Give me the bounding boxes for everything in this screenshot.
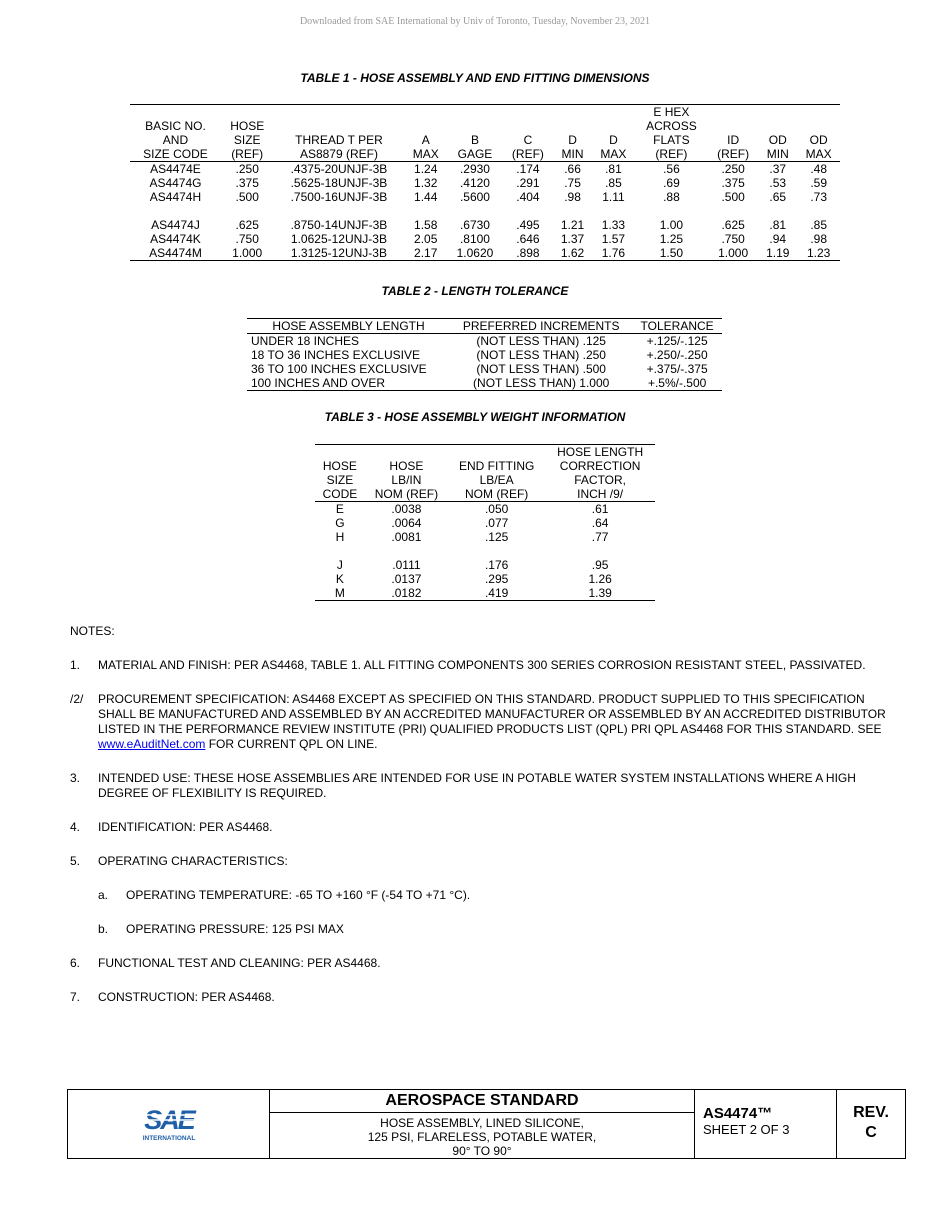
note-5b xyxy=(98,922,890,937)
table1-header-cell xyxy=(592,105,635,162)
logo-cell xyxy=(68,1090,270,1158)
table-cell: 1.000 xyxy=(221,246,274,261)
table-cell: .077 xyxy=(484,516,509,530)
table-cell: 1.00 xyxy=(659,218,684,232)
table-row xyxy=(315,502,655,517)
table-cell: .375 xyxy=(235,176,259,190)
header-line: C xyxy=(523,133,533,147)
table-cell: .64 xyxy=(591,516,609,530)
header-line: AS8879 (REF) xyxy=(299,147,378,161)
table-cell: .291 xyxy=(516,176,540,190)
table-cell: .0081 xyxy=(391,530,422,544)
notes-heading: NOTES: xyxy=(70,624,115,638)
note-7 xyxy=(70,990,890,1005)
table-row xyxy=(315,530,655,544)
table-row xyxy=(130,190,840,204)
table-cell: 1.24 xyxy=(414,162,438,176)
table-cell: 1.62 xyxy=(553,246,592,261)
note-text-part: PROCUREMENT SPECIFICATION: AS4468 EXCEPT AS SPECIFIED ON THIS STANDARD. PRODUCT SUPPLIED TO THIS SPECIFICATION SHALL BE MANUFACTURED AND ASSEMBLED BY AN ACCREDITED MANUFACTURER OR ASSEMBLED BY AN ACCREDITED DISTRIBUTOR LISTED IN THE PERFORMANCE REVIEW INSTITUTE (PRI) QUALIFIED PRODUCTS LIST (QPL) PRI QPL AS4468 FOR THIS STANDARD. SEE xyxy=(98,692,886,736)
note-number: a. xyxy=(98,888,109,902)
header-line: AND xyxy=(162,133,189,147)
table-cell: J xyxy=(336,558,343,572)
table-cell: AS4474E xyxy=(150,162,201,176)
table2-header-row xyxy=(247,319,722,334)
header-line: FLATS xyxy=(653,133,690,147)
table3-header-cell xyxy=(448,445,545,502)
revision-value: C xyxy=(865,1124,877,1141)
table-cell: .98 xyxy=(564,190,581,204)
header-line: CORRECTION xyxy=(559,459,641,473)
sheet-number: SHEET 2 OF 3 xyxy=(703,1122,790,1137)
table-cell: .73 xyxy=(810,190,828,204)
table-cell: .495 xyxy=(516,218,540,232)
header-line: HOSE xyxy=(230,119,265,133)
table-cell: .174 xyxy=(516,162,540,176)
table-cell: .81 xyxy=(769,218,787,232)
table-cell: 1.21 xyxy=(560,218,585,232)
table-cell: .125 xyxy=(484,530,509,544)
table-cell: 1.000 xyxy=(708,246,758,261)
table-cell: .98 xyxy=(810,232,828,246)
note-number: /2/ xyxy=(70,692,84,706)
table-row xyxy=(130,232,840,246)
table-cell: .88 xyxy=(663,190,680,204)
table-row xyxy=(247,348,722,362)
table-cell: 1.32 xyxy=(414,176,438,190)
table-cell: AS4474H xyxy=(149,190,202,204)
table-cell: .419 xyxy=(448,586,545,601)
table3-title: TABLE 3 - HOSE ASSEMBLY WEIGHT INFORMATION xyxy=(324,410,626,424)
table-cell: 1.58 xyxy=(414,218,438,232)
document-number: AS4474™ xyxy=(703,1105,773,1122)
table1 xyxy=(130,104,840,261)
table-cell: M xyxy=(315,586,365,601)
table-cell: .2930 xyxy=(459,162,490,176)
sae-logo-icon xyxy=(138,1102,200,1144)
table-cell: .4120 xyxy=(459,176,490,190)
note-1 xyxy=(70,658,890,673)
header-line: A xyxy=(421,133,430,147)
table-cell: 1.3125-12UNJ-3B xyxy=(273,246,404,261)
table1-header-cell xyxy=(221,105,274,162)
header-line: CODE xyxy=(322,487,358,501)
table-cell: .0064 xyxy=(391,516,422,530)
table1-header-row xyxy=(130,105,840,162)
table-cell: 1.0625-12UNJ-3B xyxy=(290,232,387,246)
table3-header-cell xyxy=(545,445,655,502)
note-number: 7. xyxy=(70,990,81,1004)
note-text xyxy=(98,692,890,752)
table1-header-cell xyxy=(130,105,221,162)
table-cell: .500 xyxy=(235,190,259,204)
table2-header-cell: HOSE ASSEMBLY LENGTH xyxy=(247,319,450,334)
table-cell: K xyxy=(335,572,344,586)
table-cell: 1.33 xyxy=(601,218,626,232)
table-cell: (NOT LESS THAN) 1.000 xyxy=(450,376,632,391)
document-number-cell xyxy=(695,1090,837,1158)
table-cell: .65 xyxy=(769,190,787,204)
table-cell: (NOT LESS THAN) .500 xyxy=(476,362,606,376)
note-5 xyxy=(70,854,890,869)
table-row xyxy=(130,176,840,190)
revision-cell xyxy=(837,1090,905,1158)
note-number: 4. xyxy=(70,820,81,834)
table-cell: AS4474M xyxy=(130,246,221,261)
table-cell: 1.25 xyxy=(659,232,684,246)
header-line: MIN xyxy=(766,147,789,161)
table-cell: .85 xyxy=(810,218,828,232)
table-cell: .0137 xyxy=(391,572,422,586)
table-cell: .646 xyxy=(516,232,540,246)
note-text: MATERIAL AND FINISH: PER AS4468, TABLE 1. ALL FITTING COMPONENTS 300 SERIES CORROSION RESISTANT STEEL, PASSIVATED. xyxy=(98,658,866,672)
table-row xyxy=(247,362,722,376)
note-number: 6. xyxy=(70,956,81,970)
table-cell: 2.05 xyxy=(414,232,438,246)
header-line: ACROSS xyxy=(646,119,697,133)
table1-header-cell xyxy=(404,105,447,162)
table-cell: .250 xyxy=(721,162,745,176)
table-row xyxy=(247,334,722,349)
table-cell: .625 xyxy=(721,218,745,232)
header-line: END FITTING xyxy=(458,459,535,473)
table-cell: 18 TO 36 INCHES EXCLUSIVE xyxy=(251,348,420,362)
table-cell: AS4474K xyxy=(150,232,201,246)
table-row xyxy=(315,558,655,572)
table-cell: .81 xyxy=(605,162,622,176)
table1-header-cell xyxy=(708,105,758,162)
table1-header-cell xyxy=(273,105,404,162)
description-line: HOSE ASSEMBLY, LINED SILICONE, xyxy=(380,1116,584,1130)
table-cell: 2.17 xyxy=(404,246,447,261)
table-cell: .75 xyxy=(564,176,581,190)
eauditnet-link[interactable]: www.eAuditNet.com xyxy=(98,737,206,751)
table-cell: .0182 xyxy=(365,586,448,601)
header-line: HOSE xyxy=(322,459,357,473)
header-line: HOSE LENGTH xyxy=(557,445,644,459)
table-cell: 1.39 xyxy=(545,586,655,601)
header-line: SIZE xyxy=(233,133,261,147)
header-line: BASIC NO. xyxy=(145,119,206,133)
table1-header-cell xyxy=(635,105,708,162)
table3-header-cell xyxy=(365,445,448,502)
table-cell: 1.19 xyxy=(758,246,797,261)
standard-description xyxy=(270,1113,694,1158)
table-cell: .404 xyxy=(516,190,540,204)
table-cell: .0111 xyxy=(392,558,421,572)
table-cell: UNDER 18 INCHES xyxy=(251,334,360,348)
table-cell: (NOT LESS THAN) .125 xyxy=(476,334,606,348)
table-cell: .61 xyxy=(591,502,609,516)
table-cell: .94 xyxy=(769,232,787,246)
note-number: 1. xyxy=(70,658,81,672)
table-cell: .750 xyxy=(235,232,259,246)
header-line: FACTOR, xyxy=(574,473,627,487)
note-4 xyxy=(70,820,890,835)
table-cell: +.375/-.375 xyxy=(646,362,708,376)
header-line: (REF) xyxy=(717,147,750,161)
table-cell: .77 xyxy=(591,530,609,544)
note-number: b. xyxy=(98,922,109,936)
table-row xyxy=(130,218,840,232)
header-line: GAGE xyxy=(457,147,493,161)
note-5a xyxy=(98,888,890,903)
table-cell: 1.50 xyxy=(635,246,708,261)
header-line: INCH /9/ xyxy=(577,487,624,501)
table-cell: +.125/-.125 xyxy=(646,334,708,348)
table-cell: (NOT LESS THAN) .250 xyxy=(476,348,606,362)
table-cell: 1.44 xyxy=(414,190,438,204)
header-line: D xyxy=(609,133,618,147)
table-cell: 1.57 xyxy=(601,232,626,246)
table2-header-cell: PREFERRED INCREMENTS xyxy=(450,319,632,334)
table2-header-cell: TOLERANCE xyxy=(632,319,722,334)
table1-header-cell xyxy=(503,105,553,162)
note-2 xyxy=(70,692,890,752)
table-cell: .56 xyxy=(663,162,680,176)
table-cell: .295 xyxy=(484,572,509,586)
note-text: CONSTRUCTION: PER AS4468. xyxy=(98,990,275,1004)
header-line: LB/EA xyxy=(479,473,514,487)
note-text: OPERATING PRESSURE: 125 PSI MAX xyxy=(126,922,344,936)
table-cell: .898 xyxy=(503,246,553,261)
table-cell: .8750-14UNJF-3B xyxy=(290,218,388,232)
table-cell: .37 xyxy=(769,162,787,176)
note-text: OPERATING TEMPERATURE: -65 TO +160 °F (-54 TO +71 °C). xyxy=(126,888,471,902)
table-cell: .050 xyxy=(484,502,509,516)
header-line: NOM (REF) xyxy=(374,487,439,501)
table-row xyxy=(130,162,840,177)
table-cell: .85 xyxy=(605,176,622,190)
header-line: THREAD T PER xyxy=(295,133,383,147)
spacer-row xyxy=(315,544,655,558)
table-cell: .5600 xyxy=(459,190,490,204)
table-cell: 36 TO 100 INCHES EXCLUSIVE xyxy=(251,362,427,376)
header-line: LB/IN xyxy=(391,473,422,487)
table1-header-cell xyxy=(797,105,840,162)
table-cell: AS4474G xyxy=(149,176,202,190)
table3-header-row xyxy=(315,445,655,502)
header-line: OD xyxy=(809,133,828,147)
description-line: 90° TO 90° xyxy=(452,1144,512,1158)
title-block xyxy=(67,1089,906,1159)
table-cell: .4375-20UNJF-3B xyxy=(290,162,388,176)
table-cell: +.5%/-.500 xyxy=(632,376,722,391)
table-cell: 1.23 xyxy=(797,246,840,261)
note-number: 3. xyxy=(70,771,81,785)
table-row xyxy=(315,572,655,586)
table1-header-cell xyxy=(447,105,503,162)
table-cell: .5625-18UNJF-3B xyxy=(290,176,388,190)
table-cell: 1.0620 xyxy=(447,246,503,261)
header-line: MAX xyxy=(805,147,832,161)
header-line: MIN xyxy=(561,147,584,161)
table-cell: .375 xyxy=(721,176,745,190)
header-line: MAX xyxy=(600,147,627,161)
table-cell: .53 xyxy=(769,176,787,190)
table-cell: .48 xyxy=(810,162,828,176)
table-cell: .69 xyxy=(663,176,680,190)
table-cell: .59 xyxy=(810,176,828,190)
logo-text: SAE xyxy=(144,1105,194,1135)
header-line: (REF) xyxy=(231,147,264,161)
table1-header-cell xyxy=(758,105,797,162)
table-row xyxy=(247,376,722,391)
header-line: (REF) xyxy=(511,147,544,161)
table-cell: .66 xyxy=(564,162,581,176)
table-cell: .0038 xyxy=(391,502,422,516)
table-cell: G xyxy=(335,516,345,530)
spacer-row xyxy=(130,204,840,218)
table1-title: TABLE 1 - HOSE ASSEMBLY AND END FITTING DIMENSIONS xyxy=(300,71,650,85)
logo-subtext: INTERNATIONAL xyxy=(142,1135,196,1142)
table1-header-cell xyxy=(553,105,592,162)
header-line: D xyxy=(568,133,577,147)
table-cell: H xyxy=(335,530,345,544)
note-6 xyxy=(70,956,890,971)
note-text: IDENTIFICATION: PER AS4468. xyxy=(98,820,273,834)
table-cell: 100 INCHES AND OVER xyxy=(247,376,450,391)
note-3 xyxy=(70,771,890,801)
header-line: OD xyxy=(768,133,787,147)
table-cell: .750 xyxy=(721,232,745,246)
standard-type: AEROSPACE STANDARD xyxy=(270,1090,694,1113)
header-line: SIZE xyxy=(326,473,354,487)
notes-section xyxy=(70,624,890,1024)
table2 xyxy=(247,318,722,391)
header-line: HOSE xyxy=(389,459,424,473)
table-cell: AS4474J xyxy=(151,218,200,232)
table-cell: 1.26 xyxy=(588,572,612,586)
table-cell: +.250/-.250 xyxy=(646,348,708,362)
table-cell: .250 xyxy=(235,162,259,176)
header-line: SIZE CODE xyxy=(143,147,208,161)
download-note: Downloaded from SAE International by Univ of Toronto, Tuesday, November 23, 2021 xyxy=(299,16,651,27)
header-line: E HEX xyxy=(653,105,690,119)
table-cell: .500 xyxy=(721,190,745,204)
table3-header-cell xyxy=(315,445,365,502)
table-cell: .7500-16UNJF-3B xyxy=(290,190,388,204)
table-cell: .8100 xyxy=(459,232,490,246)
table-cell: 1.11 xyxy=(602,190,625,204)
table-row xyxy=(315,586,655,601)
table-cell: E xyxy=(335,502,344,516)
table-row xyxy=(130,246,840,261)
note-text: OPERATING CHARACTERISTICS: xyxy=(98,854,288,868)
table-cell: .95 xyxy=(591,558,609,572)
table-cell: 1.76 xyxy=(592,246,635,261)
description-cell xyxy=(270,1090,695,1158)
note-text: FUNCTIONAL TEST AND CLEANING: PER AS4468. xyxy=(98,956,381,970)
note-number: 5. xyxy=(70,854,81,868)
table-cell: .6730 xyxy=(459,218,490,232)
table-cell: .625 xyxy=(235,218,259,232)
revision-label: REV. xyxy=(853,1104,889,1121)
description-line: 125 PSI, FLARELESS, POTABLE WATER, xyxy=(367,1130,597,1144)
header-line: (REF) xyxy=(655,147,688,161)
table-cell: 1.37 xyxy=(560,232,585,246)
table-cell: .176 xyxy=(484,558,509,572)
note-text-part: FOR CURRENT QPL ON LINE. xyxy=(205,737,378,751)
header-line: B xyxy=(470,133,479,147)
header-line: MAX xyxy=(412,147,439,161)
table-row xyxy=(315,516,655,530)
note-text: INTENDED USE: THESE HOSE ASSEMBLIES ARE INTENDED FOR USE IN POTABLE WATER SYSTEM INSTALLATIONS WHERE A HIGH DEGREE OF FLEXIBILITY IS REQUIRED. xyxy=(98,771,856,800)
table3 xyxy=(315,444,655,601)
header-line: ID xyxy=(727,133,740,147)
header-line: NOM (REF) xyxy=(464,487,529,501)
table2-title: TABLE 2 - LENGTH TOLERANCE xyxy=(381,284,569,298)
